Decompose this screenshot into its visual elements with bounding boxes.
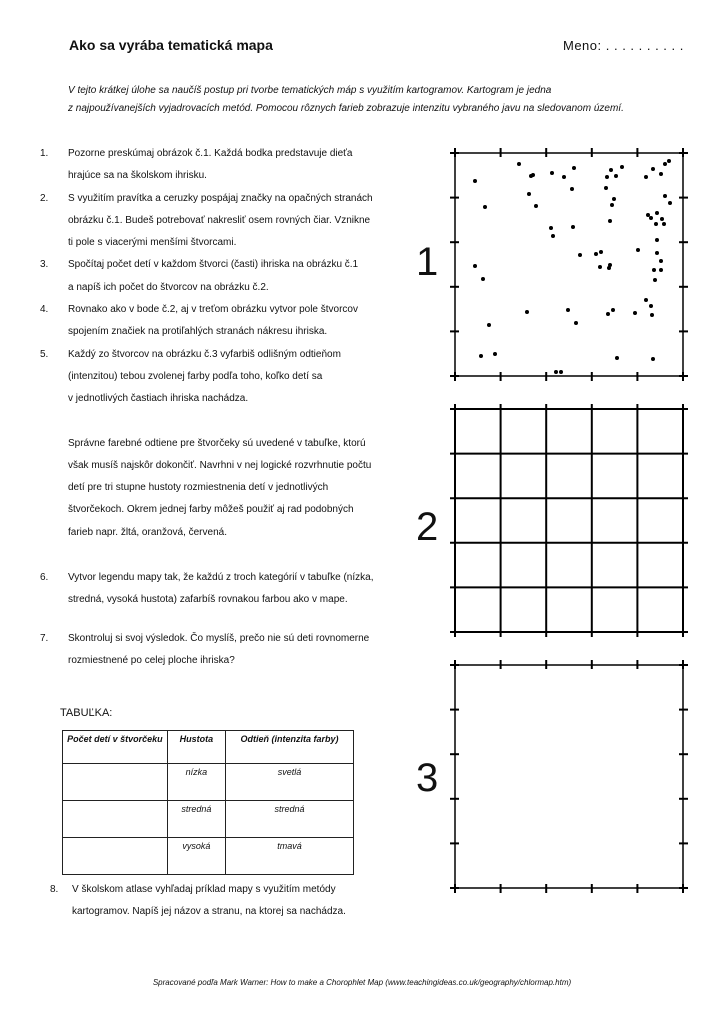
- child-dot: [612, 197, 616, 201]
- child-dot: [659, 259, 663, 263]
- playground-map-grid: [450, 404, 690, 638]
- child-dot: [578, 253, 582, 257]
- child-dot: [594, 252, 598, 256]
- child-dot: [534, 204, 538, 208]
- task-line: rozmiestnené po celej ploche ihriska?: [68, 654, 235, 666]
- task-line: V školskom atlase vyhľadaj príklad mapy s využitím metódy: [72, 884, 336, 895]
- task-line: Spočítaj počet detí v každom štvorci (časti) ihriska na obrázku č.1: [68, 259, 359, 271]
- child-dot: [525, 310, 529, 314]
- table-cell-shade: tmavá: [225, 838, 353, 875]
- child-dot: [650, 313, 654, 317]
- task-number: 4.: [40, 304, 49, 316]
- task-2: [40, 188, 415, 255]
- child-dot: [654, 222, 658, 226]
- child-dot: [667, 159, 671, 163]
- figure-number-1: 1: [416, 240, 439, 284]
- task-line: (intenzitou) tebou zvolenej farby podľa toho, koľko detí sa: [68, 370, 323, 382]
- child-dot: [607, 266, 611, 270]
- table-cell-density: nízka: [167, 764, 225, 801]
- intro-line: z najpoužívanejších vyjadrovacích metód. Pomocou rôznych farieb zobrazuje intenzitu vybraného javu na sledovanom území.: [68, 103, 624, 114]
- table-cell-count[interactable]: [63, 801, 168, 838]
- task-number: 1.: [40, 148, 49, 159]
- task-line: Každý zo štvorcov na obrázku č.3 vyfarbiš odlišným odtieňom: [68, 348, 341, 360]
- child-dot: [668, 201, 672, 205]
- child-dot: [559, 370, 563, 374]
- child-dot: [608, 219, 612, 223]
- task-line: spojením značiek na protiľahlých stranách nákresu ihriska.: [68, 326, 328, 338]
- table-header-count: Počet detí v štvorčeku: [63, 731, 168, 764]
- table-header-row: [63, 731, 354, 764]
- task-line: hrajúce sa na školskom ihrisku.: [68, 170, 207, 182]
- name-field-label: Meno: . . . . . . . . . .: [563, 38, 684, 53]
- task-list: [40, 143, 415, 672]
- table-cell-shade: svetlá: [225, 764, 353, 801]
- child-dot: [660, 217, 664, 221]
- task-line: kartogramov. Napíš jej názov a stranu, na ktorej sa nachádza.: [72, 906, 346, 917]
- child-dot: [562, 175, 566, 179]
- child-dot: [554, 370, 558, 374]
- children-dots: [473, 159, 672, 374]
- child-dot: [606, 312, 610, 316]
- task-number: 2.: [40, 192, 49, 204]
- child-dot: [574, 321, 578, 325]
- child-dot: [663, 162, 667, 166]
- task-line: stredná, vysoká hustota) zafarbíš rovnakou farbou ako v mape.: [68, 594, 348, 606]
- child-dot: [493, 352, 497, 356]
- child-dot: [615, 356, 619, 360]
- child-dot: [572, 166, 576, 170]
- density-table: [62, 730, 354, 875]
- child-dot: [659, 172, 663, 176]
- task-line: Skontroluj si svoj výsledok. Čo myslíš, prečo nie sú deti rovnomerne: [68, 632, 370, 644]
- child-dot: [659, 268, 663, 272]
- child-dot: [604, 186, 608, 190]
- page-title: Ako sa vyrába tematická mapa: [69, 37, 273, 53]
- task-7: [40, 628, 415, 673]
- task-3: [40, 254, 415, 299]
- child-dot: [487, 323, 491, 327]
- child-dot: [483, 205, 487, 209]
- child-dot: [649, 216, 653, 220]
- child-dot: [610, 203, 614, 207]
- intro-line: V tejto krátkej úlohe sa naučíš postup pri tvorbe tematických máp s využitím kartogramov. Kartogram je jedna: [68, 85, 552, 96]
- child-dot: [605, 175, 609, 179]
- child-dot: [636, 248, 640, 252]
- child-dot: [566, 308, 570, 312]
- task-line: Pozorne preskúmaj obrázok č.1. Každá bodka predstavuje dieťa: [68, 148, 353, 159]
- child-dot: [662, 222, 666, 226]
- task-line: a napíš ich počet do štvorcov na obrázku č.2.: [68, 281, 269, 293]
- task-5: [40, 344, 415, 411]
- child-dot: [651, 167, 655, 171]
- paragraph-line: štvorčekoch. Okrem jednej farby môžeš použiť aj rad podobných: [68, 504, 354, 516]
- task-line: ti pole s viacerými menšími štvorcami.: [68, 237, 237, 249]
- map-tick-marks: [450, 660, 688, 893]
- paragraph-line: Správne farebné odtiene pre štvorčeky sú uvedené v tabuľke, ktorú: [68, 437, 366, 449]
- child-dot: [599, 250, 603, 254]
- task-number: 7.: [40, 632, 49, 644]
- table-header-shade: Odtieň (intenzita farby): [225, 731, 353, 764]
- child-dot: [473, 179, 477, 183]
- task-4: [40, 299, 415, 344]
- intro-text: [68, 82, 698, 118]
- child-dot: [633, 311, 637, 315]
- child-dot: [644, 175, 648, 179]
- task-number: 5.: [40, 348, 49, 360]
- child-dot: [527, 192, 531, 196]
- figure-number-3: 3: [416, 756, 439, 800]
- paragraph-line: detí pre tri stupne hustoty rozmiestnenia detí v jednotlivých: [68, 482, 329, 494]
- map-border: [455, 409, 683, 632]
- child-dot: [646, 213, 650, 217]
- child-dot: [570, 187, 574, 191]
- child-dot: [481, 277, 485, 281]
- table-cell-density: stredná: [167, 801, 225, 838]
- child-dot: [598, 265, 602, 269]
- child-dot: [651, 357, 655, 361]
- task-line: obrázku č.1. Budeš potrebovať nakresliť osem rovných čiar. Vznikne: [68, 214, 371, 226]
- map-border: [455, 665, 683, 888]
- table-cell-shade: stredná: [225, 801, 353, 838]
- table-label: TABUĽKA:: [60, 707, 113, 719]
- task-line: v jednotlivých častiach ihriska nachádza.: [68, 393, 249, 405]
- figure-number-2: 2: [416, 505, 439, 549]
- child-dot: [549, 226, 553, 230]
- table-cell-count[interactable]: [63, 764, 168, 801]
- child-dot: [473, 264, 477, 268]
- playground-map-empty: [450, 660, 690, 894]
- task-number: 3.: [40, 259, 49, 271]
- task-8: [50, 879, 410, 923]
- task-1: [40, 143, 415, 188]
- task-line: Rovnako ako v bode č.2, aj v treťom obrázku vytvor pole štvorcov: [68, 304, 358, 316]
- child-dot: [652, 268, 656, 272]
- child-dot: [550, 171, 554, 175]
- playground-map-dots: [450, 148, 690, 382]
- table-row: [63, 801, 354, 838]
- task-number: 8.: [50, 884, 59, 895]
- footer-source: Spracované podľa Mark Warner: How to make a Chorophlet Map (www.teachingideas.co.uk/geography/chlormap.htm): [152, 978, 572, 987]
- child-dot: [655, 211, 659, 215]
- child-dot: [663, 194, 667, 198]
- child-dot: [644, 298, 648, 302]
- table-cell-count[interactable]: [63, 838, 168, 875]
- task-6: [40, 567, 415, 612]
- task-number: 6.: [40, 572, 49, 584]
- child-dot: [551, 234, 555, 238]
- child-dot: [614, 174, 618, 178]
- map-tick-marks: [450, 148, 688, 381]
- child-dot: [655, 251, 659, 255]
- child-dot: [479, 354, 483, 358]
- child-dot: [611, 308, 615, 312]
- paragraph-line: farieb napr. žltá, oranžová, červená.: [68, 526, 227, 538]
- child-dot: [620, 165, 624, 169]
- task-line: Vytvor legendu mapy tak, že každú z troch kategórií v tabuľke (nízka,: [68, 572, 374, 584]
- instruction-paragraph: [40, 433, 415, 544]
- table-cell-density: vysoká: [167, 838, 225, 875]
- table-row: [63, 838, 354, 875]
- table-row: [63, 764, 354, 801]
- paragraph-line: však musíš najskôr dokončiť. Navrhni v nej logické rozvrhnutie počtu: [68, 459, 372, 471]
- table-header-density: Hustota: [167, 731, 225, 764]
- child-dot: [571, 225, 575, 229]
- task-line: S využitím pravítka a ceruzky pospájaj značky na opačných stranách: [68, 192, 373, 204]
- grid-lines: [450, 404, 688, 637]
- child-dot: [649, 304, 653, 308]
- child-dot: [609, 168, 613, 172]
- child-dot: [517, 162, 521, 166]
- child-dot: [529, 174, 533, 178]
- child-dot: [653, 278, 657, 282]
- child-dot: [655, 238, 659, 242]
- map-border: [455, 153, 683, 376]
